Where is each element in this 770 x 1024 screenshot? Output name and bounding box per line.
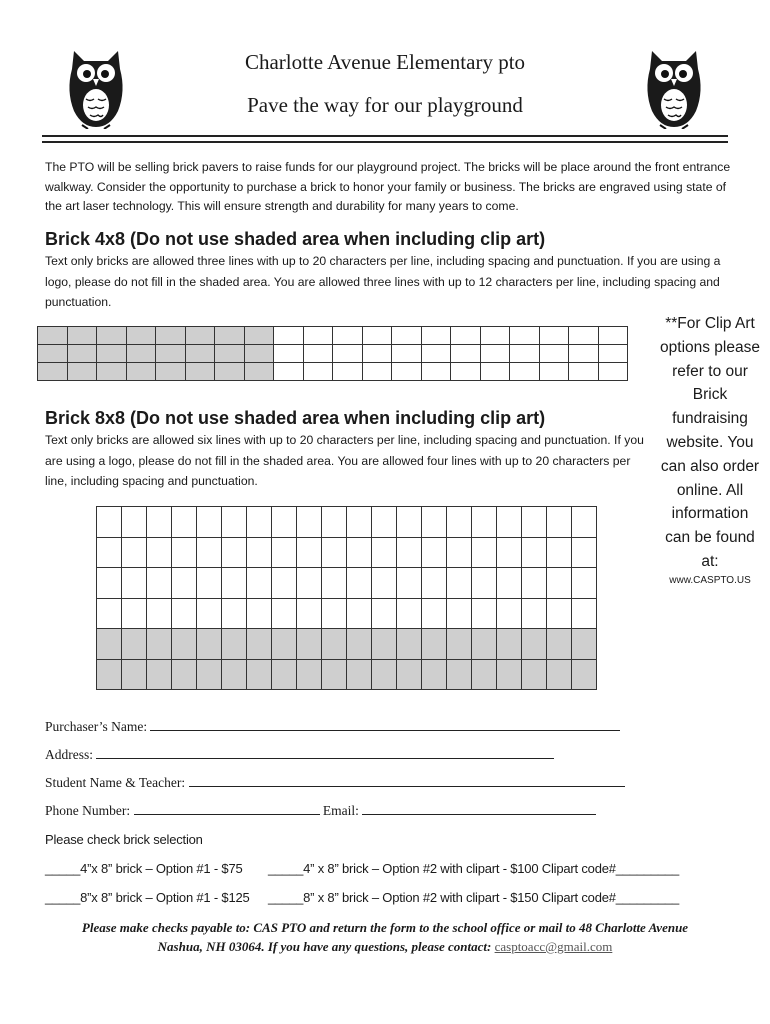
character-cell[interactable]: [397, 537, 422, 568]
character-cell[interactable]: [274, 345, 304, 363]
brick-4x8-row: [38, 363, 628, 381]
character-cell[interactable]: [497, 537, 522, 568]
character-cell[interactable]: [333, 345, 363, 363]
brick-8x8-row: [97, 598, 597, 629]
shaded-cell[interactable]: [197, 629, 222, 660]
purchaser-name-line[interactable]: [150, 718, 620, 731]
character-cell[interactable]: [247, 598, 272, 629]
address-label: Address:: [45, 747, 93, 762]
character-cell[interactable]: [447, 507, 472, 538]
shaded-cell[interactable]: [497, 629, 522, 660]
shaded-cell[interactable]: [322, 659, 347, 690]
shaded-cell[interactable]: [472, 659, 497, 690]
purchaser-name-label: Purchaser’s Name:: [45, 719, 148, 734]
character-cell[interactable]: [97, 568, 122, 599]
character-cell[interactable]: [510, 363, 540, 381]
shaded-cell[interactable]: [547, 659, 572, 690]
character-cell[interactable]: [372, 537, 397, 568]
character-cell[interactable]: [397, 507, 422, 538]
character-cell[interactable]: [569, 327, 599, 345]
shaded-cell[interactable]: [97, 345, 127, 363]
character-cell[interactable]: [451, 363, 481, 381]
shaded-cell[interactable]: [122, 659, 147, 690]
shaded-cell[interactable]: [147, 659, 172, 690]
character-cell[interactable]: [539, 327, 569, 345]
shaded-cell[interactable]: [97, 327, 127, 345]
character-cell[interactable]: [122, 507, 147, 538]
character-cell[interactable]: [322, 568, 347, 599]
character-cell[interactable]: [372, 598, 397, 629]
shaded-cell[interactable]: [215, 363, 245, 381]
character-cell[interactable]: [472, 537, 497, 568]
shaded-cell[interactable]: [38, 363, 68, 381]
brick-4x8-row: [38, 345, 628, 363]
shaded-cell[interactable]: [347, 629, 372, 660]
shaded-cell[interactable]: [244, 345, 274, 363]
character-cell[interactable]: [392, 327, 422, 345]
shaded-cell[interactable]: [67, 345, 97, 363]
character-cell[interactable]: [572, 568, 597, 599]
brick-8x8-row: [97, 568, 597, 599]
character-cell[interactable]: [447, 568, 472, 599]
character-cell[interactable]: [347, 507, 372, 538]
shaded-cell[interactable]: [67, 327, 97, 345]
brick-selection-label: Please check brick selection: [45, 832, 203, 847]
student-teacher-line[interactable]: [189, 774, 625, 787]
character-cell[interactable]: [497, 568, 522, 599]
shaded-cell[interactable]: [447, 629, 472, 660]
character-cell[interactable]: [122, 598, 147, 629]
character-cell[interactable]: [97, 598, 122, 629]
brick-4x8-instructions: Text only bricks are allowed three lines with up to 20 characters per line, including spacing and punctuation. If you are using a logo, please do not fill in the shaded area. You are allowed three lines with up to 12 characters per line, including spacing and punctuation.: [45, 254, 721, 309]
character-cell[interactable]: [397, 598, 422, 629]
brick-8x8-grid: [96, 506, 597, 690]
shaded-cell[interactable]: [126, 327, 156, 345]
email-line[interactable]: [362, 802, 596, 815]
shaded-cell[interactable]: [185, 327, 215, 345]
shaded-cell[interactable]: [372, 659, 397, 690]
student-teacher-label: Student Name & Teacher:: [45, 775, 186, 790]
character-cell[interactable]: [222, 537, 247, 568]
character-cell[interactable]: [547, 537, 572, 568]
character-cell[interactable]: [147, 568, 172, 599]
brick-8x8-row: [97, 629, 597, 660]
shaded-cell[interactable]: [422, 659, 447, 690]
character-cell[interactable]: [569, 345, 599, 363]
character-cell[interactable]: [497, 598, 522, 629]
character-cell[interactable]: [303, 327, 333, 345]
character-cell[interactable]: [297, 507, 322, 538]
character-cell[interactable]: [421, 345, 451, 363]
shaded-cell[interactable]: [147, 629, 172, 660]
shaded-cell[interactable]: [397, 659, 422, 690]
character-cell[interactable]: [347, 598, 372, 629]
character-cell[interactable]: [97, 537, 122, 568]
option-4x8-1[interactable]: _____4”x 8” brick – Option #1 - $75: [45, 861, 243, 876]
header-rule-top: [42, 135, 728, 137]
shaded-cell[interactable]: [185, 363, 215, 381]
character-cell[interactable]: [322, 537, 347, 568]
character-cell[interactable]: [297, 568, 322, 599]
character-cell[interactable]: [572, 598, 597, 629]
character-cell[interactable]: [522, 537, 547, 568]
character-cell[interactable]: [247, 537, 272, 568]
character-cell[interactable]: [539, 345, 569, 363]
shaded-cell[interactable]: [297, 659, 322, 690]
character-cell[interactable]: [422, 507, 447, 538]
character-cell[interactable]: [147, 537, 172, 568]
character-cell[interactable]: [122, 537, 147, 568]
character-cell[interactable]: [272, 598, 297, 629]
shaded-cell[interactable]: [126, 363, 156, 381]
character-cell[interactable]: [247, 507, 272, 538]
character-cell[interactable]: [447, 537, 472, 568]
brick-4x8-grid: [37, 326, 628, 381]
footer-line-1: Please make checks payable to: CAS PTO and return the form to the school office or mail to 48 Charlotte Avenue: [81, 920, 689, 935]
character-cell[interactable]: [322, 507, 347, 538]
character-cell[interactable]: [274, 363, 304, 381]
character-cell[interactable]: [122, 568, 147, 599]
character-cell[interactable]: [451, 327, 481, 345]
phone-email-row: [45, 802, 596, 819]
character-cell[interactable]: [547, 598, 572, 629]
brick-8x8-heading: Brick 8x8 (Do not use shaded area when including clip art): [45, 408, 546, 428]
character-cell[interactable]: [422, 568, 447, 599]
character-cell[interactable]: [510, 345, 540, 363]
character-cell[interactable]: [333, 363, 363, 381]
character-cell[interactable]: [222, 507, 247, 538]
shaded-cell[interactable]: [122, 629, 147, 660]
shaded-cell[interactable]: [247, 629, 272, 660]
shaded-cell[interactable]: [297, 629, 322, 660]
header-rule-bottom: [42, 141, 728, 143]
shaded-cell[interactable]: [67, 363, 97, 381]
option-8x8-1[interactable]: _____8”x 8” brick – Option #1 - $125: [45, 890, 250, 905]
shaded-cell[interactable]: [215, 345, 245, 363]
character-cell[interactable]: [422, 598, 447, 629]
shaded-cell[interactable]: [126, 345, 156, 363]
clipart-sidebar: [660, 312, 760, 588]
character-cell[interactable]: [362, 363, 392, 381]
character-cell[interactable]: [421, 327, 451, 345]
shaded-cell[interactable]: [322, 629, 347, 660]
character-cell[interactable]: [222, 598, 247, 629]
footer-line-2-text: Nashua, NH 03064. If you have any questions, please contact:: [157, 939, 492, 954]
character-cell[interactable]: [480, 345, 510, 363]
character-cell[interactable]: [572, 507, 597, 538]
shaded-cell[interactable]: [547, 629, 572, 660]
character-cell[interactable]: [272, 507, 297, 538]
character-cell[interactable]: [447, 598, 472, 629]
shaded-cell[interactable]: [172, 629, 197, 660]
character-cell[interactable]: [347, 537, 372, 568]
shaded-cell[interactable]: [522, 659, 547, 690]
address-line[interactable]: [96, 746, 554, 759]
character-cell[interactable]: [522, 598, 547, 629]
character-cell[interactable]: [397, 568, 422, 599]
shaded-cell[interactable]: [272, 659, 297, 690]
page-subtitle: Pave the way for our playground: [247, 93, 523, 117]
character-cell[interactable]: [497, 507, 522, 538]
character-cell[interactable]: [172, 598, 197, 629]
shaded-cell[interactable]: [222, 629, 247, 660]
phone-label: Phone Number:: [45, 803, 131, 818]
footer-note: [0, 918, 770, 956]
shaded-cell[interactable]: [372, 629, 397, 660]
intro-paragraph: The PTO will be selling brick pavers to raise funds for our playground project. The bricks will be place around the front entrance walkway. Consider the opportunity to purchase a brick to honor your family or business. The bricks are engraved using state of the art laser technology. This will ensure strength and durability for many years to come.: [45, 160, 731, 213]
brick-8x8-section: [45, 408, 650, 492]
brick-4x8-row: [38, 327, 628, 345]
brick-8x8-instructions: Text only bricks are allowed six lines with up to 20 characters per line, including spacing and punctuation. If you are using a logo, please do not fill in the shaded area. You are allowed four lines with up to 20 characters per line, including spacing and punctuation.: [45, 433, 644, 488]
character-cell[interactable]: [297, 598, 322, 629]
brick-4x8-heading: Brick 4x8 (Do not use shaded area when including clip art): [45, 229, 546, 249]
character-cell[interactable]: [172, 537, 197, 568]
character-cell[interactable]: [97, 507, 122, 538]
character-cell[interactable]: [197, 598, 222, 629]
character-cell[interactable]: [539, 363, 569, 381]
school-title: Charlotte Avenue Elementary pto: [244, 50, 526, 74]
character-cell[interactable]: [222, 568, 247, 599]
character-cell[interactable]: [197, 568, 222, 599]
character-cell[interactable]: [172, 568, 197, 599]
character-cell[interactable]: [598, 327, 628, 345]
purchaser-name-field[interactable]: [45, 718, 620, 735]
brick-4x8-section: [45, 229, 735, 313]
character-cell[interactable]: [197, 507, 222, 538]
character-cell[interactable]: [272, 568, 297, 599]
character-cell[interactable]: [372, 568, 397, 599]
brick-8x8-row: [97, 537, 597, 568]
brick-8x8-row: [97, 659, 597, 690]
character-cell[interactable]: [598, 345, 628, 363]
shaded-cell[interactable]: [244, 327, 274, 345]
character-cell[interactable]: [347, 568, 372, 599]
character-cell[interactable]: [362, 345, 392, 363]
character-cell[interactable]: [297, 537, 322, 568]
character-cell[interactable]: [172, 507, 197, 538]
shaded-cell[interactable]: [38, 327, 68, 345]
shaded-cell[interactable]: [97, 659, 122, 690]
shaded-cell[interactable]: [215, 327, 245, 345]
character-cell[interactable]: [598, 363, 628, 381]
shaded-cell[interactable]: [172, 659, 197, 690]
character-cell[interactable]: [362, 327, 392, 345]
shaded-cell[interactable]: [522, 629, 547, 660]
character-cell[interactable]: [392, 363, 422, 381]
shaded-cell[interactable]: [397, 629, 422, 660]
option-8x8-2[interactable]: _____8” x 8” brick – Option #2 with clipart - $150 Clipart code#_________: [268, 890, 680, 905]
character-cell[interactable]: [572, 537, 597, 568]
shaded-cell[interactable]: [422, 629, 447, 660]
brick-8x8-row: [97, 507, 597, 538]
shaded-cell[interactable]: [156, 363, 186, 381]
shaded-cell[interactable]: [497, 659, 522, 690]
footer-line-2: [0, 937, 770, 956]
character-cell[interactable]: [547, 568, 572, 599]
character-cell[interactable]: [322, 598, 347, 629]
shaded-cell[interactable]: [247, 659, 272, 690]
shaded-cell[interactable]: [97, 629, 122, 660]
shaded-cell[interactable]: [447, 659, 472, 690]
character-cell[interactable]: [303, 345, 333, 363]
shaded-cell[interactable]: [272, 629, 297, 660]
character-cell[interactable]: [372, 507, 397, 538]
shaded-cell[interactable]: [572, 659, 597, 690]
shaded-cell[interactable]: [156, 345, 186, 363]
shaded-cell[interactable]: [38, 345, 68, 363]
email-label: Email:: [322, 803, 359, 818]
character-cell[interactable]: [421, 363, 451, 381]
character-cell[interactable]: [272, 537, 297, 568]
shaded-cell[interactable]: [244, 363, 274, 381]
character-cell[interactable]: [480, 363, 510, 381]
character-cell[interactable]: [472, 568, 497, 599]
student-teacher-field[interactable]: [45, 774, 625, 791]
character-cell[interactable]: [451, 345, 481, 363]
character-cell[interactable]: [392, 345, 422, 363]
option-4x8-2[interactable]: _____4” x 8” brick – Option #2 with clipart - $100 Clipart code#_________: [268, 861, 680, 876]
character-cell[interactable]: [274, 327, 304, 345]
character-cell[interactable]: [472, 598, 497, 629]
shaded-cell[interactable]: [97, 363, 127, 381]
character-cell[interactable]: [147, 598, 172, 629]
phone-line[interactable]: [134, 802, 320, 815]
sidebar-url[interactable]: www.CASPTO.US: [669, 574, 751, 586]
character-cell[interactable]: [510, 327, 540, 345]
shaded-cell[interactable]: [572, 629, 597, 660]
character-cell[interactable]: [522, 507, 547, 538]
character-cell[interactable]: [480, 327, 510, 345]
shaded-cell[interactable]: [222, 659, 247, 690]
shaded-cell[interactable]: [347, 659, 372, 690]
character-cell[interactable]: [197, 537, 222, 568]
contact-email-link[interactable]: casptoacc@gmail.com: [494, 939, 613, 954]
character-cell[interactable]: [247, 568, 272, 599]
character-cell[interactable]: [547, 507, 572, 538]
shaded-cell[interactable]: [156, 327, 186, 345]
shaded-cell[interactable]: [472, 629, 497, 660]
character-cell[interactable]: [147, 507, 172, 538]
character-cell[interactable]: [569, 363, 599, 381]
address-field[interactable]: [45, 746, 554, 763]
character-cell[interactable]: [522, 568, 547, 599]
shaded-cell[interactable]: [185, 345, 215, 363]
character-cell[interactable]: [422, 537, 447, 568]
shaded-cell[interactable]: [197, 659, 222, 690]
sidebar-text: **For Clip Art options please refer to our Brick fundraising website. You can also order online. All information can be found at:: [660, 315, 760, 570]
character-cell[interactable]: [333, 327, 363, 345]
character-cell[interactable]: [303, 363, 333, 381]
character-cell[interactable]: [472, 507, 497, 538]
